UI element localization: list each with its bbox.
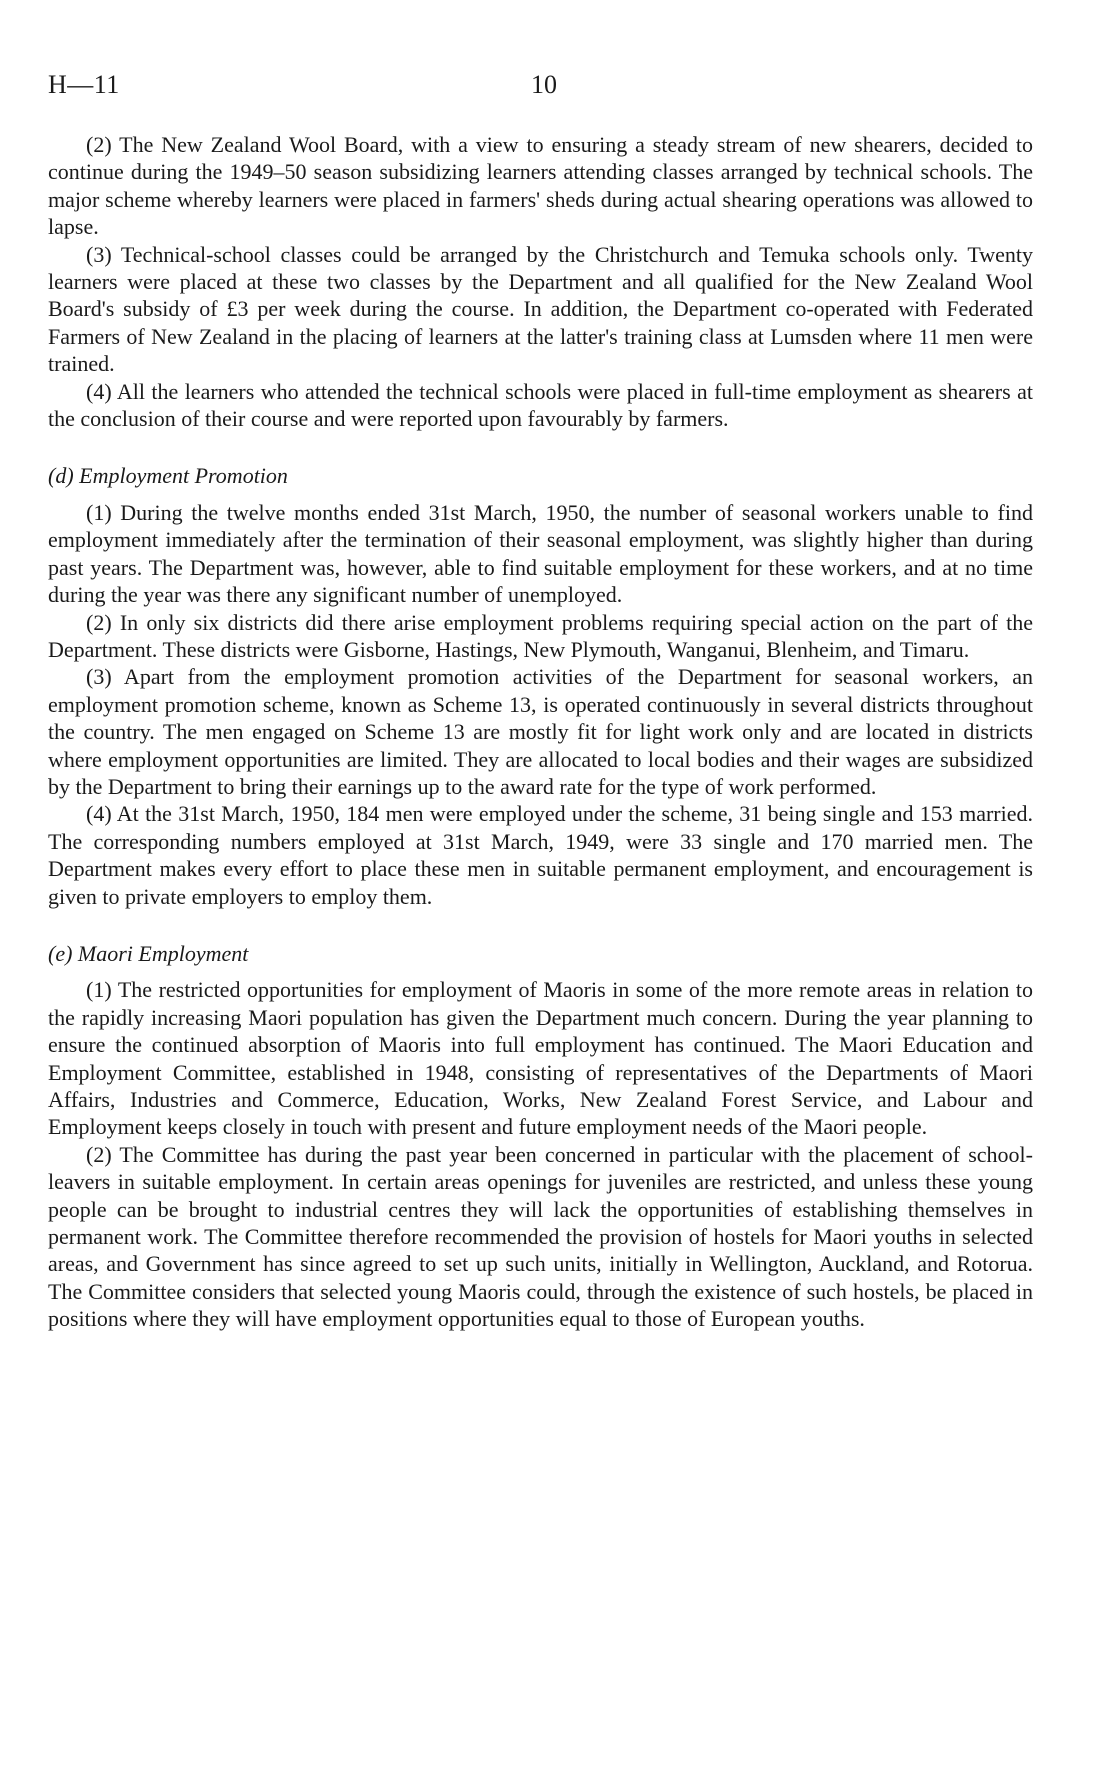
section-heading-employment-promotion: (d) Employment Promotion <box>48 463 288 489</box>
page-number: 10 <box>531 70 557 99</box>
maori-employment-paragraph-1: (1) The restricted opportunities for employment of Maoris in some of the more remote areas in relation to the rapidly increasing Maori population has given the Department much concern. During the year planning to ensure the continued absorption of Maoris into full employment has continued. The Maori Education and Employment Committee, established in 1948, consisting of representatives of the Departments of Maori Affairs, Industries and Commerce, Education, Works, New Zealand Forest Service, and Labour and Employment keeps closely in touch with present and future employment needs of the Maori people. <box>48 977 1033 1140</box>
employment-promotion-paragraph-4: (4) At the 31st March, 1950, 184 men were employed under the scheme, 31 being single and 153 married. The corresponding numbers employed at 31st March, 1949, were 33 single and 170 married men. The Department makes every effort to place these men in suitable permanent employment, and encouragement is given to private employers to employ them. <box>48 801 1033 909</box>
employment-promotion-paragraph-3: (3) Apart from the employment promotion activities of the Department for seasonal workers, an employment promotion scheme, known as Scheme 13, is operated continuously in several districts throughout the country. The men engaged on Scheme 13 are mostly fit for light work only and are located in districts where employment opportunities are limited. They are allocated to local bodies and their wages are subsidized by the Department to bring their earnings up to the award rate for the type of work performed. <box>48 664 1033 799</box>
body-text <box>48 131 1033 1333</box>
maori-employment-paragraph-2: (2) The Committee has during the past year been concerned in particular with the placement of school-leavers in suitable employment. In certain areas openings for juveniles are restricted, and unless these young people can be brought to industrial centres they will lack the opportunities of establishing themselves in permanent work. The Committee therefore recommended the provision of hostels for Maori youths in selected areas, and Government has since agreed to set up such units, initially in Wellington, Auckland, and Rotorua. The Committee considers that selected young Maoris could, through the existence of such hostels, be placed in positions where they will have employment opportunities equal to those of European youths. <box>48 1141 1033 1332</box>
wool-board-paragraph-3: (3) Technical-school classes could be arranged by the Christchurch and Temuka schools only. Twenty learners were placed at these two classes by the Department and all qualified for the New Zealand Wool Board's subsidy of £3 per week during the course. In addition, the Department co-operated with Federated Farmers of New Zealand in the placing of learners at the latter's training class at Lumsden where 11 men were trained. <box>48 241 1033 377</box>
employment-promotion-paragraph-2: (2) In only six districts did there arise employment problems requiring special action on the part of the Department. These districts were Gisborne, Hastings, New Plymouth, Wanganui, Blenheim, and Timaru. <box>48 609 1033 662</box>
wool-board-paragraph-4: (4) All the learners who attended the technical schools were placed in full-time employment as shearers at the conclusion of their course and were reported upon favourably by farmers. <box>48 378 1033 432</box>
document-reference: H—11 <box>48 70 120 99</box>
wool-board-paragraph-2: (2) The New Zealand Wool Board, with a view to ensuring a steady stream of new shearers, decided to continue during the 1949–50 season subsidizing learners attending classes arranged by technical schools. The major scheme whereby learners were placed in farmers' sheds during actual shearing operations was allowed to lapse. <box>48 132 1033 240</box>
section-heading-maori-employment: (e) Maori Employment <box>48 940 249 966</box>
employment-promotion-paragraph-1: (1) During the twelve months ended 31st March, 1950, the number of seasonal workers unable to find employment immediately after the termination of their seasonal employment, was slightly higher than during past years. The Department was, however, able to find suitable employment for these workers, and at no time during the year was there any significant number of unemployed. <box>48 499 1033 608</box>
page-header <box>48 70 1048 110</box>
